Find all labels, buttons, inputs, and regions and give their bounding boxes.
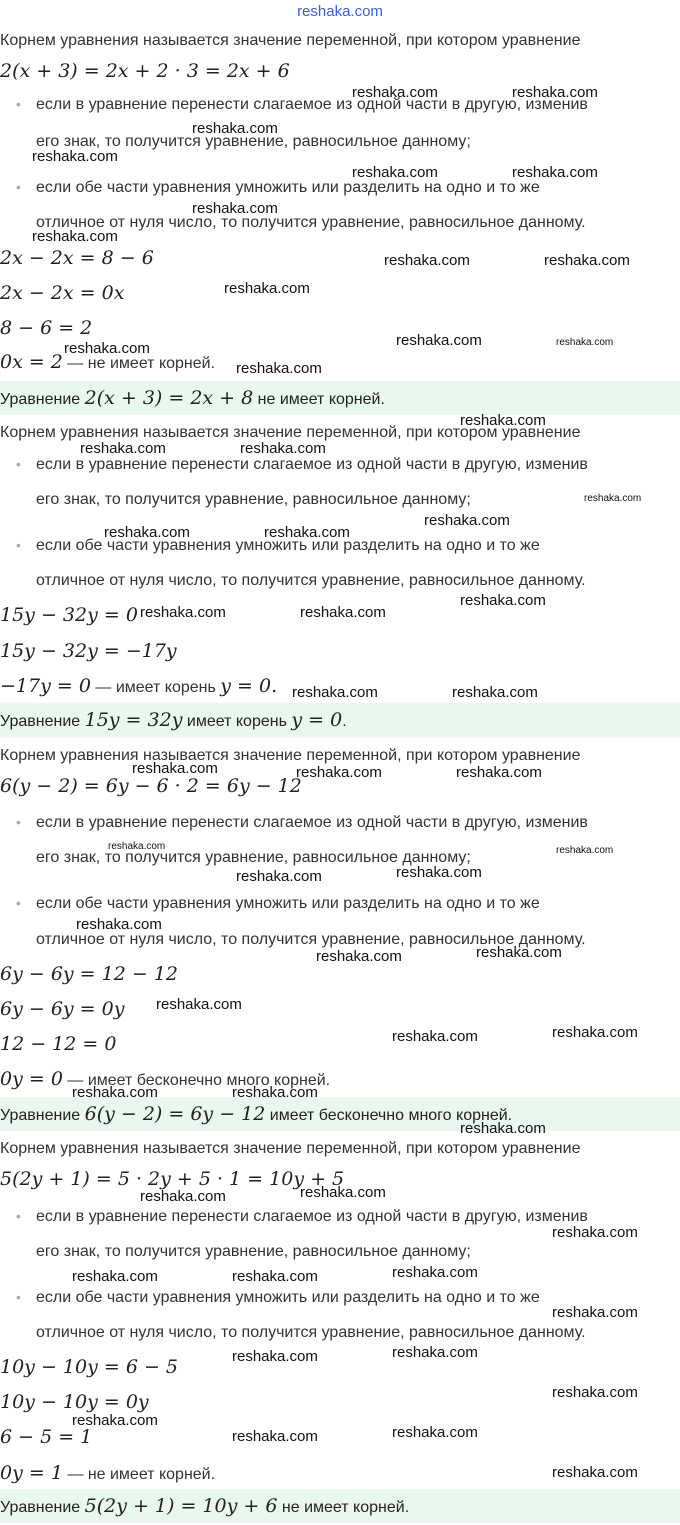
watermark: reshaka.com	[396, 864, 482, 881]
watermark: reshaka.com	[512, 84, 598, 101]
watermark: reshaka.com	[392, 1424, 478, 1441]
watermark: reshaka.com	[456, 764, 542, 781]
watermark: reshaka.com	[552, 1304, 638, 1321]
watermark: reshaka.com	[240, 440, 326, 457]
watermark: reshaka.com	[552, 1384, 638, 1401]
watermark: reshaka.com	[72, 1412, 158, 1429]
watermark: reshaka.com	[452, 684, 538, 701]
rule-transfer-line1: если в уравнение перенести слагаемое из одной части в другую, изменив	[36, 96, 588, 113]
watermark: reshaka.com	[424, 512, 510, 529]
solution-step: 15y − 32y = 0	[0, 604, 138, 626]
watermark: reshaka.com	[460, 412, 546, 429]
rule-transfer-line2: его знак, то получится уравнение, равносильное данному;	[36, 491, 471, 508]
watermark: reshaka.com	[556, 337, 614, 348]
rule-transfer-line1: если в уравнение перенести слагаемое из одной части в другую, изменив	[36, 814, 588, 831]
bullet-icon: •	[16, 814, 21, 830]
watermark: reshaka.com	[392, 1344, 478, 1361]
watermark: reshaka.com	[224, 280, 310, 297]
watermark: reshaka.com	[32, 148, 118, 165]
solution-conclusion: 0y = 0 — имеет бесконечно много корней.	[0, 1068, 331, 1090]
watermark: reshaka.com	[140, 604, 226, 621]
watermark: reshaka.com	[512, 164, 598, 181]
watermark: reshaka.com	[108, 841, 166, 852]
equation-expansion: 2(x + 3) = 2x + 2 · 3 = 2x + 6	[0, 60, 290, 82]
rule-multiply-line1: если обе части уравнения умножить или разделить на одно и то же	[36, 537, 540, 554]
watermark: reshaka.com	[460, 1120, 546, 1137]
rule-multiply-line1: если обе части уравнения умножить или разделить на одно и то же	[36, 895, 540, 912]
watermark: reshaka.com	[232, 1084, 318, 1101]
watermark: reshaka.com	[392, 1028, 478, 1045]
watermark: reshaka.com	[584, 493, 642, 504]
bullet-icon: •	[16, 179, 21, 195]
rule-multiply-line2: отличное от нуля число, то получится уравнение, равносильное данному.	[36, 1324, 586, 1341]
watermark: reshaka.com	[236, 868, 322, 885]
watermark: reshaka.com	[76, 916, 162, 933]
watermark: reshaka.com	[236, 360, 322, 377]
solution-step: 6 − 5 = 1	[0, 1426, 93, 1448]
rule-transfer-line2: его знак, то получится уравнение, равносильное данному;	[36, 849, 471, 866]
watermark: reshaka.com	[552, 1224, 638, 1241]
watermark: reshaka.com	[392, 1264, 478, 1281]
answer-box: Уравнение 15y = 32y имеет корень y = 0.	[0, 703, 680, 737]
bullet-icon: •	[16, 537, 21, 553]
watermark: reshaka.com	[104, 524, 190, 541]
rule-intro: Корнем уравнения называется значение переменной, при котором уравнение	[0, 424, 581, 441]
solution-step: 2x − 2x = 8 − 6	[0, 247, 154, 269]
bullet-icon: •	[16, 456, 21, 472]
watermark: reshaka.com	[32, 228, 118, 245]
watermark: reshaka.com	[264, 524, 350, 541]
equation-expansion: 6(y − 2) = 6y − 6 · 2 = 6y − 12	[0, 775, 302, 797]
solution-step: 15y − 32y = −17y	[0, 640, 177, 662]
solution-step: 10y − 10y = 6 − 5	[0, 1356, 178, 1378]
watermark: reshaka.com	[192, 120, 278, 137]
rule-transfer-line1: если в уравнение перенести слагаемое из одной части в другую, изменив	[36, 1208, 588, 1225]
watermark: reshaka.com	[352, 164, 438, 181]
rule-intro: Корнем уравнения называется значение переменной, при котором уравнение	[0, 1140, 581, 1157]
rule-transfer-line2: его знак, то получится уравнение, равносильное данному;	[36, 1243, 471, 1260]
rule-transfer-line2: его знак, то получится уравнение, равносильное данному;	[36, 133, 471, 150]
rule-multiply-line1: если обе части уравнения умножить или разделить на одно и то же	[36, 1289, 540, 1306]
watermark: reshaka.com	[232, 1428, 318, 1445]
watermark: reshaka.com	[476, 944, 562, 961]
watermark: reshaka.com	[64, 340, 150, 357]
rule-intro: Корнем уравнения называется значение переменной, при котором уравнение	[0, 747, 581, 764]
watermark: reshaka.com	[552, 1464, 638, 1481]
answer-box: Уравнение 5(2y + 1) = 10y + 6 не имеет корней.	[0, 1489, 680, 1523]
watermark: reshaka.com	[132, 760, 218, 777]
solution-conclusion: 0x = 2 — не имеет корней.	[0, 351, 216, 373]
site-header[interactable]: reshaka.com	[297, 3, 383, 20]
watermark: reshaka.com	[396, 332, 482, 349]
solution-conclusion: −17y = 0 — имеет корень y = 0.	[0, 675, 278, 697]
rule-multiply-line2: отличное от нуля число, то получится уравнение, равносильное данному.	[36, 931, 586, 948]
rule-intro: Корнем уравнения называется значение переменной, при котором уравнение	[0, 32, 581, 49]
rule-multiply-line1: если обе части уравнения умножить или разделить на одно и то же	[36, 179, 540, 196]
bullet-icon: •	[16, 895, 21, 911]
watermark: reshaka.com	[72, 1268, 158, 1285]
bullet-icon: •	[16, 1289, 21, 1305]
watermark: reshaka.com	[384, 252, 470, 269]
watermark: reshaka.com	[192, 200, 278, 217]
solution-step: 10y − 10y = 0y	[0, 1391, 149, 1413]
solution-step: 8 − 6 = 2	[0, 317, 93, 339]
watermark: reshaka.com	[316, 948, 402, 965]
watermark: reshaka.com	[460, 592, 546, 609]
rule-multiply-line2: отличное от нуля число, то получится уравнение, равносильное данному.	[36, 214, 586, 231]
bullet-icon: •	[16, 1208, 21, 1224]
rule-transfer-line1: если в уравнение перенести слагаемое из одной части в другую, изменив	[36, 456, 588, 473]
equation-expansion: 5(2y + 1) = 5 · 2y + 5 · 1 = 10y + 5	[0, 1168, 345, 1190]
watermark: reshaka.com	[544, 252, 630, 269]
watermark: reshaka.com	[300, 1184, 386, 1201]
watermark: reshaka.com	[552, 1024, 638, 1041]
watermark: reshaka.com	[352, 84, 438, 101]
watermark: reshaka.com	[296, 764, 382, 781]
watermark: reshaka.com	[72, 1084, 158, 1101]
watermark: reshaka.com	[140, 1188, 226, 1205]
solution-step: 6y − 6y = 12 − 12	[0, 963, 178, 985]
rule-multiply-line2: отличное от нуля число, то получится уравнение, равносильное данному.	[36, 572, 586, 589]
solution-step: 2x − 2x = 0x	[0, 282, 125, 304]
watermark: reshaka.com	[156, 996, 242, 1013]
solution-conclusion: 0y = 1 — не имеет корней.	[0, 1462, 216, 1484]
watermark: reshaka.com	[556, 845, 614, 856]
watermark: reshaka.com	[232, 1268, 318, 1285]
solution-step: 12 − 12 = 0	[0, 1033, 117, 1055]
answer-box: Уравнение 2(x + 3) = 2x + 8 не имеет корней.	[0, 381, 680, 415]
answer-box: Уравнение 6(y − 2) = 6y − 12 имеет бесконечно много корней.	[0, 1097, 680, 1131]
solution-step: 6y − 6y = 0y	[0, 998, 125, 1020]
watermark: reshaka.com	[232, 1348, 318, 1365]
bullet-icon: •	[16, 96, 21, 112]
watermark: reshaka.com	[300, 604, 386, 621]
watermark: reshaka.com	[292, 684, 378, 701]
watermark: reshaka.com	[80, 440, 166, 457]
